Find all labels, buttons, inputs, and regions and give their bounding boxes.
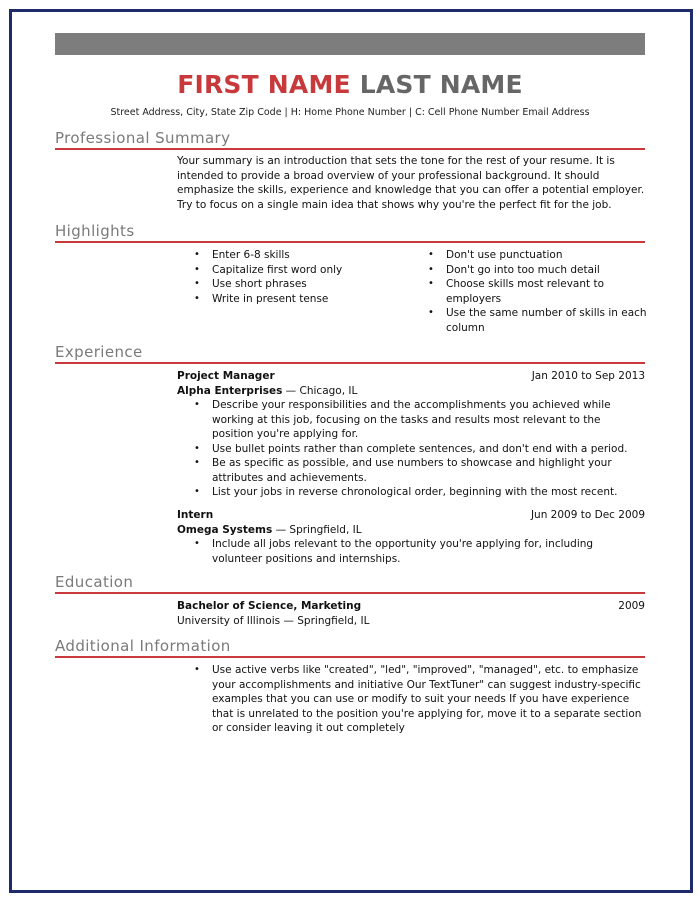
bullet-icon: • — [194, 442, 200, 454]
last-name: LAST NAME — [359, 70, 523, 99]
job-title: Intern — [177, 509, 214, 521]
list-item: • Use the same number of skills in each column — [428, 307, 647, 334]
section-title-education: Education — [55, 573, 134, 591]
bullet-icon: • — [194, 538, 200, 549]
section-title-summary: Professional Summary — [55, 129, 231, 147]
highlights-right-column — [411, 248, 647, 335]
section-rule — [55, 362, 645, 364]
list-item: • Write in present tense — [194, 292, 329, 305]
job-company: Alpha Enterprises — [177, 384, 283, 397]
bullet-icon: • — [194, 278, 200, 289]
section-title-highlights: Highlights — [55, 222, 135, 240]
job-dates: Jun 2009 to Dec 2009 — [530, 509, 645, 521]
job-dates: Jan 2010 to Sep 2013 — [531, 370, 645, 382]
contact-line: Street Address, City, State Zip Code | H: Home Phone Number | C: Cell Phone Number Email Address — [110, 107, 590, 118]
job-company-line — [177, 384, 645, 399]
bullet-icon: • — [428, 278, 434, 289]
job-location: — Springfield, IL — [272, 523, 362, 536]
bullet-icon: • — [194, 263, 200, 275]
bullet-icon: • — [428, 249, 434, 260]
job-title: Project Manager — [177, 370, 275, 382]
list-item: • Include all jobs relevant to the opportunity you're applying for, including volunteer positions and internships. — [194, 538, 594, 565]
bullet-icon: • — [194, 249, 200, 260]
list-item: • Capitalize first word only — [194, 263, 343, 276]
degree: Bachelor of Science, Marketing — [177, 600, 362, 612]
job-entry — [177, 508, 645, 566]
section-rule — [55, 148, 645, 150]
bullet-icon: • — [194, 486, 200, 497]
job-company: Omega Systems — [177, 523, 273, 536]
header-bar — [55, 33, 645, 55]
section-title-additional: Additional Information — [55, 637, 231, 655]
additional-info — [177, 663, 645, 736]
list-item: • Don't use punctuation — [428, 249, 563, 261]
education-entry — [177, 599, 645, 628]
list-item: • Don't go into too much detail — [428, 263, 600, 276]
list-item: • Use short phrases — [194, 278, 307, 290]
bullet-icon: • — [428, 307, 434, 318]
job-company-line — [177, 523, 645, 538]
list-item: • Describe your responsibilities and the accomplishments you achieved while working at this job, focusing on the tasks and results most relevant to the position you're applying for. — [194, 399, 611, 440]
job-entry — [177, 369, 645, 500]
bullet-icon: • — [194, 457, 200, 468]
list-item: • Be as specific as possible, and use numbers to showcase and highlight your attributes and achievements. — [194, 457, 612, 484]
highlights-left-column — [177, 248, 407, 306]
list-item: • Use active verbs like "created", "led", "improved", "managed", etc. to emphasize your accomplishments and initiative Our TextTuner" can suggest industry-specific examples that you can use or modify to suit your needs If you have experience that is unrelated to the position you're applying for, move it to a separate section or consider leaving it out completely — [194, 664, 642, 734]
bullet-icon: • — [194, 399, 200, 410]
graduation-year: 2009 — [618, 600, 645, 612]
bullet-icon: • — [194, 664, 200, 675]
bullet-icon: • — [194, 292, 200, 304]
summary-text: Your summary is an introduction that sets the tone for the rest of your resume. It is intended to provide a broad overview of your professional background. It should emphasize the skills, experience and knowledge that you can offer a potential employer. Try to focus on a single main idea that shows why you're the perfect fit for the job. — [177, 155, 645, 211]
section-rule — [55, 241, 645, 243]
bullet-icon: • — [428, 263, 434, 275]
section-title-experience: Experience — [55, 343, 143, 361]
job-location: — Chicago, IL — [282, 384, 358, 397]
section-rule — [55, 656, 645, 658]
list-item: • Use bullet points rather than complete sentences, and don't end with a period. — [194, 442, 628, 455]
resume-name — [0, 70, 700, 99]
list-item: • List your jobs in reverse chronological order, beginning with the most recent. — [194, 486, 618, 498]
section-rule — [55, 592, 645, 594]
list-item: • Enter 6-8 skills — [194, 249, 290, 261]
first-name: FIRST NAME — [177, 70, 351, 99]
school: University of Illinois — Springfield, IL — [177, 614, 370, 627]
list-item: • Choose skills most relevant to employers — [428, 278, 605, 305]
